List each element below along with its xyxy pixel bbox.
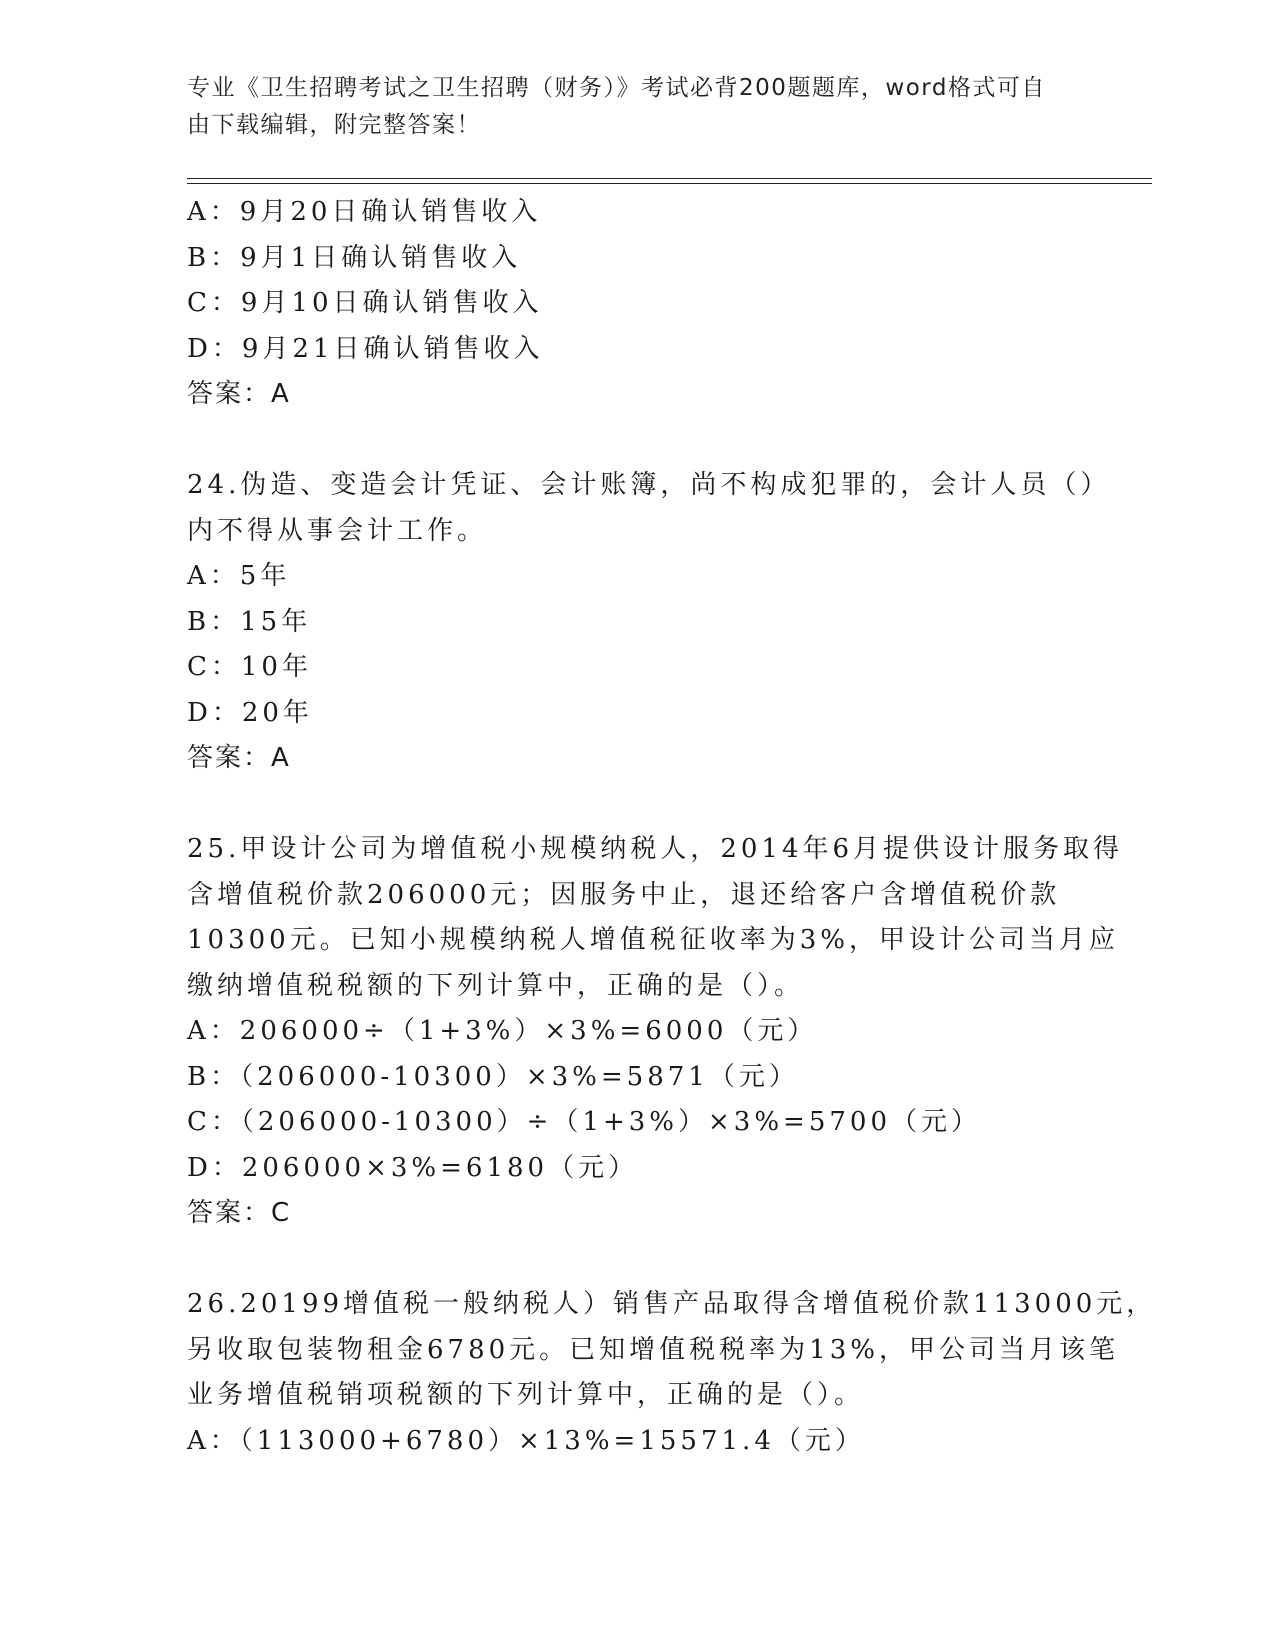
question-stem-line: 业务增值税销项税额的下列计算中，正确的是（）。	[187, 1380, 865, 1410]
option-a: A：206000÷（1+3%）×3%=6000（元）	[187, 1016, 818, 1046]
question-stem-line: 含增值税价款206000元；因服务中止，退还给客户含增值税价款	[187, 879, 1061, 910]
option-c: C：10年	[187, 652, 312, 682]
question-stem-line: 内不得从事会计工作。	[187, 515, 488, 546]
option-c: C：（206000-10300）÷（1+3%）×3%=5700（元）	[187, 1107, 981, 1137]
question-list	[187, 190, 1157, 1464]
option-b: B：9月1日确认销售收入	[187, 242, 522, 273]
question-stem-line: 25.甲设计公司为增值税小规模纳税人，2014年6月提供设计服务取得	[187, 834, 1124, 864]
answer: 答案：A	[187, 379, 291, 409]
answer: 答案：C	[187, 1198, 292, 1228]
document-header	[187, 70, 1067, 144]
question-23	[187, 190, 1087, 418]
option-d: D：20年	[187, 697, 313, 728]
option-d: D：9月21日确认销售收入	[187, 333, 544, 364]
question-stem-line: 26.20199增值税一般纳税人）销售产品取得含增值税价款113000元，	[187, 1289, 1157, 1319]
question-24	[187, 463, 1111, 782]
header-line-2: 由下载编辑，附完整答案！	[187, 112, 481, 138]
question-stem-line: 缴纳增值税税额的下列计算中，正确的是（）。	[187, 970, 805, 1001]
question-stem-line: 另收取包装物租金6780元。已知增值税税率为13%，甲公司当月该笔	[187, 1334, 1119, 1365]
question-26	[187, 1282, 1157, 1464]
option-c: C：9月10日确认销售收入	[187, 288, 543, 318]
option-b: B：（206000-10300）×3%=5871（元）	[187, 1061, 799, 1092]
option-b: B：15年	[187, 606, 312, 637]
option-a: A：（113000+6780）×13%=15571.4（元）	[187, 1425, 865, 1456]
header-rule-top	[187, 178, 1152, 179]
option-d: D：206000×3%=6180（元）	[187, 1152, 639, 1183]
option-a: A：5年	[187, 561, 291, 591]
question-25	[187, 827, 1124, 1237]
option-a: A：9月20日确认销售收入	[187, 197, 542, 227]
answer: 答案：A	[187, 743, 291, 773]
header-rule-bottom	[187, 183, 1152, 184]
question-stem-line: 10300元。已知小规模纳税人增值税征收率为3%，甲设计公司当月应	[187, 925, 1119, 955]
question-stem-line: 24.伪造、变造会计凭证、会计账簿，尚不构成犯罪的，会计人员（）	[187, 470, 1111, 500]
header-line-1: 专业《卫生招聘考试之卫生招聘（财务）》考试必背200题题库，word格式可自	[187, 75, 1046, 101]
